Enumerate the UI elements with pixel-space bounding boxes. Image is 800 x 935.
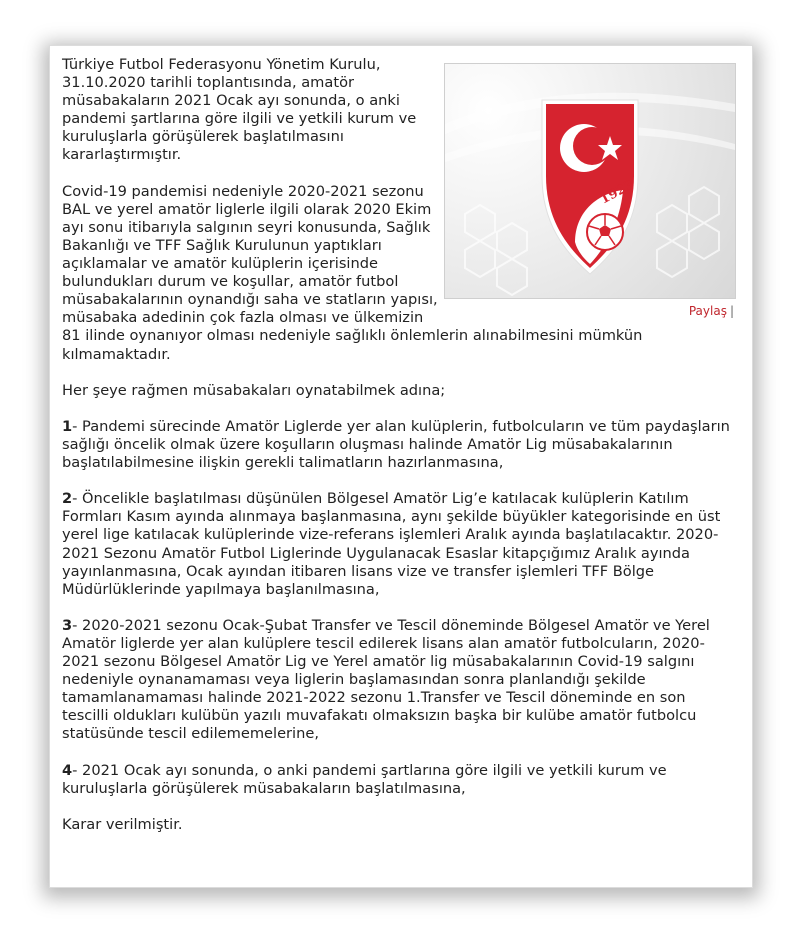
item-text: - Öncelikle başlatılması düşünülen Bölgesel Amatör Lig’e katılacak kulüplerin Katılım Formları Kasım ayında alınmaya başlanmasına, aynı şekilde büyükler kategorisinde en üst yerel lige katılacak kulüplerinde vize-referans işlemleri Aralık ayında başlatılacaktır. 2020-2021 Sezonu Amatör Futbol Liglerinde Uygulanacak Esaslar kitapçığımız Aralık ayında yayınlanmasına, Ocak ayından itibaren lisans vize ve transfer işlemleri TFF Bölge Müdürlüklerinde yapılmaya başlanılmasına,: [62, 490, 721, 598]
decision-item-1: [62, 418, 734, 472]
closing-paragraph: Karar verilmiştir.: [62, 815, 183, 833]
item-text: - 2020-2021 sezonu Ocak-Şubat Transfer ve Tescil döneminde Bölgesel Amatör ve Yerel Amatör liglerde yer alan kulüplere tescil edilerek lisans alan amatör futbolcuların, 2020-2021 sezonu Bölgesel Amatör Lig ve Yerel amatör lig müsabakalarının Covid-19 salgını nedeniyle oynanamaması veya liglerin başlamasından sonra planlandığı şekilde tamamlanamaması halinde 2021-2022 sezonu 1.Transfer ve Tescil döneminde en son tescilli oldukları kulübün yazılı muvafakatı olmaksızın başka bir kulübe amatör futbolcu statüsünde tescil edilememelerine,: [62, 616, 710, 743]
item-number: 1: [62, 417, 73, 435]
article-photo: [444, 63, 736, 299]
share-separator: |: [729, 304, 734, 318]
article-card: [49, 45, 753, 888]
article-body: [62, 56, 734, 852]
item-number: 2: [62, 490, 73, 508]
share-link[interactable]: Paylaş: [688, 304, 727, 318]
item-text: - 2021 Ocak ayı sonunda, o anki pandemi şartlarına göre ilgili ve yetkili kurum ve kuruluşlarla görüşülerek müsabakaların başlatılmasına,: [62, 761, 667, 797]
intro-paragraph-2: Covid-19 pandemisi nedeniyle 2020-2021 sezonu BAL ve yerel amatör liglerle ilgili olarak 2020 Ekim ayı sonu itibarıyla salgının seyri konusunda, Sağlık Bakanlığı ve TFF Sağlık Kurulunun yaptıkları açıklamalar ve amatör kulüplerin içerisinde bulundukları durum ve koşullar, amatör futbol müsabakalarının oynandığı saha ve statların yapısı, müsabaka adedinin çok fazla olması ve ülkemizin 81 ilinde oynanıyor olması nedeniyle sağlıklı önlemlerin alınabilmesini mümkün kılmamaktadır.: [62, 182, 643, 363]
crest-year: 1923: [597, 177, 637, 208]
tff-crest-icon: [445, 64, 735, 298]
decision-item-4: [62, 762, 734, 798]
share-bar: [444, 303, 734, 319]
item-number: 4: [62, 761, 73, 779]
item-number: 3: [62, 616, 73, 634]
item-text: - Pandemi sürecinde Amatör Liglerde yer alan kulüplerin, futbolcuların ve tüm paydaşların sağlığı öncelik olmak üzere koşulların oluşması halinde Amatör Lig müsabakalarının başlatılabilmesine ilişkin gerekli talimatların hazırlanmasına,: [62, 417, 730, 472]
intro-paragraph-1: Türkiye Futbol Federasyonu Yönetim Kurulu, 31.10.2020 tarihli toplantısında, amatör müsabakaların 2021 Ocak ayı sonunda, o anki pandemi şartlarına göre ilgili ve yetkili kurum ve kuruluşlarla görüşülerek başlatılmasını kararlaştırmıştır.: [62, 56, 417, 164]
decision-item-2: [62, 490, 734, 599]
article-figure: [444, 63, 734, 319]
decision-item-3: [62, 617, 734, 744]
intro-paragraph-3: Her şeye rağmen müsabakaları oynatabilmek adına;: [62, 381, 446, 399]
